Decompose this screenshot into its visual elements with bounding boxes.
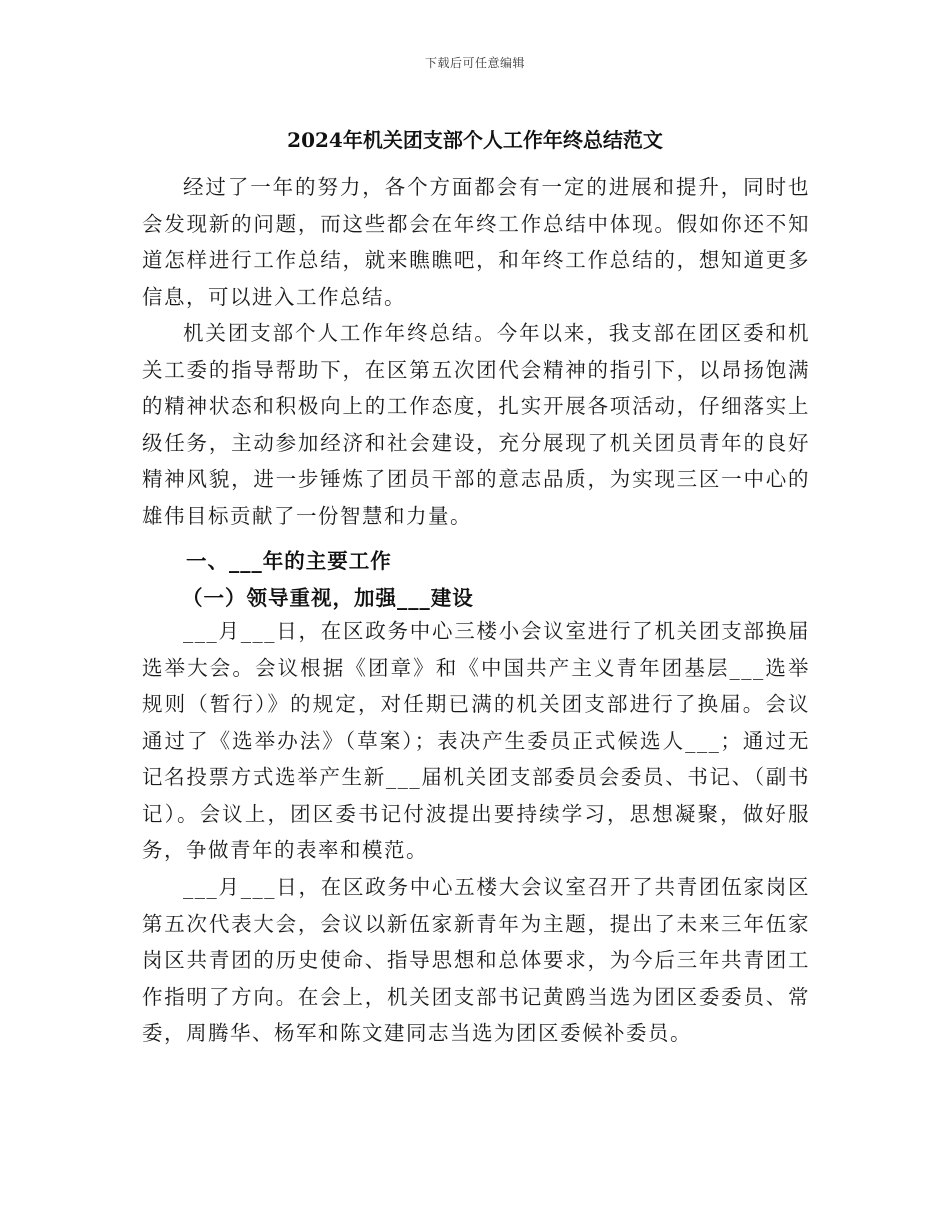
section-heading-main-work: 一、___年的主要工作: [186, 549, 392, 573]
paragraph-election: ___月___日，在区政务中心三楼小会议室进行了机关团支部换届选举大会。会议根据《团章》和《中国共产主义青年团基层___选举规则（暂行）》的规定，对任期已满的机关团支部进行了换届。会议通过了《选举办法》（草案）；表决产生委员正式候选人___；通过无记名投票方式选举产生新___届机关团支部委员会委员、书记、（副书记）。会议上，团区委书记付波提出要持续学习，思想凝聚，做好服务，争做青年的表率和模范。: [142, 619, 810, 862]
body-block-summary: [142, 315, 810, 534]
header-note: 下载后可任意编辑: [424, 56, 525, 70]
document-title: 2024年机关团支部个人工作年终总结范文: [287, 128, 663, 152]
body-block-congress: [142, 869, 810, 1052]
subsection-heading-leadership: （一）领导重视，加强___建设: [182, 586, 474, 610]
body-block-intro: [142, 169, 810, 315]
body-block-election: [142, 613, 810, 869]
paragraph-summary: 机关团支部个人工作年终总结。今年以来，我支部在团区委和机关工委的指导帮助下，在区第五次团代会精神的指引下，以昂扬饱满的精神状态和积极向上的工作态度，扎实开展各项活动，仔细落实上级任务，主动参加经济和社会建设，充分展现了机关团员青年的良好精神风貌，进一步锤炼了团员干部的意志品质，为实现三区一中心的雄伟目标贡献了一份智慧和力量。: [142, 321, 810, 528]
paragraph-intro: 经过了一年的努力，各个方面都会有一定的进展和提升，同时也会发现新的问题，而这些都会在年终工作总结中体现。假如你还不知道怎样进行工作总结，就来瞧瞧吧，和年终工作总结的，想知道更多信息，可以进入工作总结。: [142, 175, 810, 309]
paragraph-congress: ___月___日，在区政务中心五楼大会议室召开了共青团伍家岗区第五次代表大会，会议以新伍家新青年为主题，提出了未来三年伍家岗区共青团的历史使命、指导思想和总体要求，为今后三年共青团工作指明了方向。在会上，机关团支部书记黄鸥当选为团区委委员、常委，周腾华、杨军和陈文建同志当选为团区委候补委员。: [142, 875, 810, 1045]
